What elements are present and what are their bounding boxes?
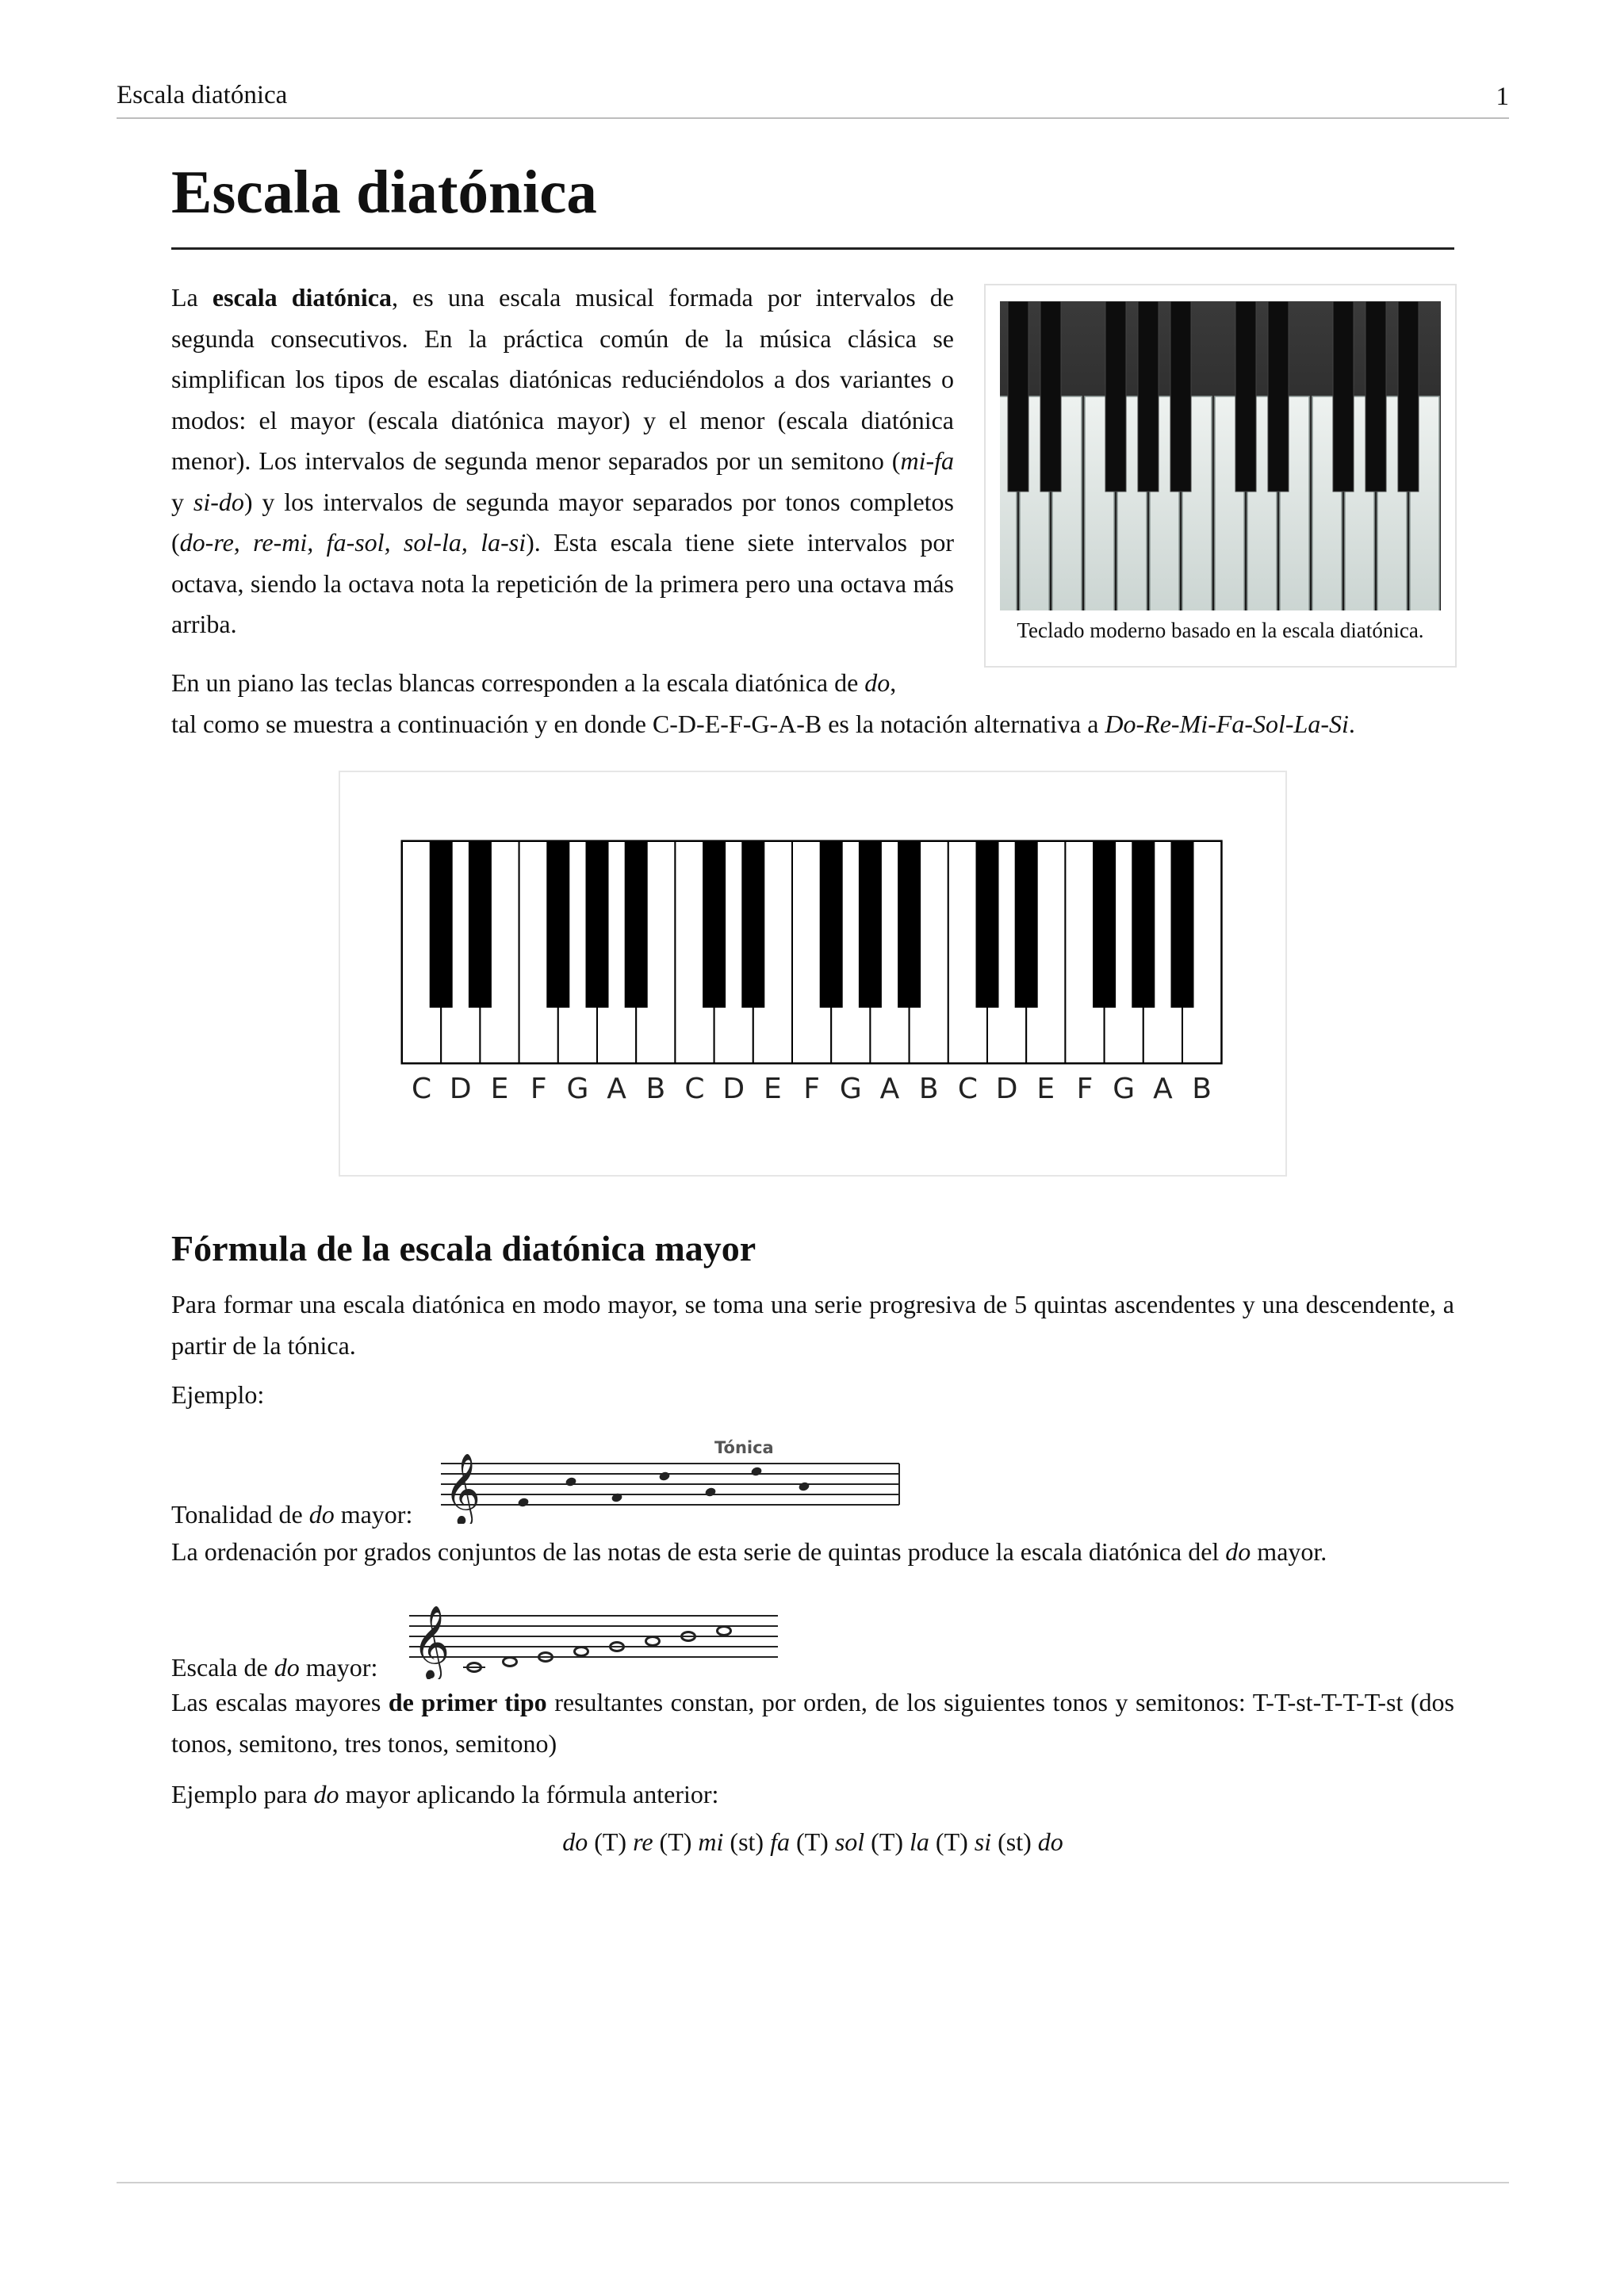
formula-step: (st) xyxy=(723,1827,771,1856)
formula-note: fa xyxy=(770,1827,790,1856)
key-label: C xyxy=(684,1073,705,1105)
black-key xyxy=(625,841,648,1008)
key-label: G xyxy=(839,1073,862,1105)
photo-black-key xyxy=(1268,301,1289,492)
formula-step: (T) xyxy=(929,1827,975,1856)
fifths-staff-svg xyxy=(441,1437,901,1524)
key-label: F xyxy=(1076,1073,1094,1105)
formula-step: (T) xyxy=(653,1827,699,1856)
black-key xyxy=(820,841,843,1008)
key-label: B xyxy=(918,1073,939,1105)
formula-step: (st) xyxy=(991,1827,1038,1856)
key-label: A xyxy=(607,1073,626,1105)
key-label: E xyxy=(490,1073,509,1105)
key-label: D xyxy=(995,1073,1018,1105)
photo-black-key xyxy=(1105,301,1126,492)
footer-divider xyxy=(117,2182,1509,2183)
key-label: A xyxy=(879,1073,900,1105)
key-label: G xyxy=(1113,1073,1136,1105)
formula-paragraph: Para formar una escala diatónica en modo mayor, se toma una serie progresiva de 5 quintas ascendentes y una descendente, a partir de la tónica. xyxy=(171,1290,1454,1360)
tonality-label: Tonalidad de do mayor: xyxy=(171,1500,413,1529)
photo-black-key xyxy=(1138,301,1159,492)
c-major-scale-staff xyxy=(409,1592,782,1683)
key-label: C xyxy=(412,1073,432,1105)
keyboard-paragraph: En un piano las teclas blancas corresponden a la escala diatónica de do, tal como se muestra a continuación y en donde C-D-E-F-G-A-B es la notación alternativa a Do-Re-Mi-Fa-Sol-La-Si. xyxy=(171,668,1355,738)
c-major-scale-svg xyxy=(409,1592,782,1679)
key-label: D xyxy=(722,1073,745,1105)
photo-black-key xyxy=(1040,301,1061,492)
header-title: Escala diatónica xyxy=(117,81,288,109)
black-key xyxy=(859,841,882,1008)
photo-black-key xyxy=(1170,301,1191,492)
black-key xyxy=(703,841,726,1008)
key-label: F xyxy=(803,1073,820,1105)
page-number: 1 xyxy=(1496,82,1509,111)
photo-black-key xyxy=(1398,301,1419,492)
piano-photo-drawing xyxy=(1000,301,1441,610)
formula-note: sol xyxy=(834,1827,865,1856)
key-label: B xyxy=(645,1073,666,1105)
keyboard-diagram xyxy=(339,771,1287,1177)
scale-label: Escala de do mayor: xyxy=(171,1653,378,1682)
piano-photo-figure xyxy=(984,284,1457,668)
black-key xyxy=(1132,841,1155,1008)
treble-clef-icon: 𝄞 xyxy=(444,1453,481,1524)
piano-photo xyxy=(1000,301,1441,610)
key-label: B xyxy=(1192,1073,1212,1105)
formula-note: mi xyxy=(698,1827,724,1856)
fifths-staff xyxy=(441,1437,901,1528)
photo-caption: Teclado moderno basado en la escala diatónica. xyxy=(1017,618,1424,642)
keyboard-diagram-svg xyxy=(340,772,1285,1175)
key-label: E xyxy=(764,1073,782,1105)
black-key xyxy=(1093,841,1116,1008)
formula-step: (T) xyxy=(864,1827,910,1856)
formula-example-label: Ejemplo para do mayor aplicando la fórmula anterior: xyxy=(171,1780,719,1808)
black-key xyxy=(586,841,609,1008)
example-label: Ejemplo: xyxy=(171,1380,265,1409)
section-heading: Fórmula de la escala diatónica mayor xyxy=(171,1228,756,1269)
photo-black-key xyxy=(1235,301,1256,492)
tonic-label: Tónica xyxy=(714,1438,774,1457)
first-type-paragraph: Las escalas mayores de primer tipo resultantes constan, por orden, de los siguientes tonos y semitonos: T-T-st-T-T-T-st (dos tonos, semitono, tres tonos, semitono) xyxy=(171,1688,1455,1758)
formula-note: re xyxy=(633,1827,653,1856)
key-label: F xyxy=(530,1073,547,1105)
interval-formula xyxy=(171,1822,1454,1863)
ordering-paragraph: La ordenación por grados conjuntos de las notas de esta serie de quintas produce la escala diatónica del do mayor. xyxy=(171,1537,1327,1566)
black-key xyxy=(1171,841,1194,1008)
photo-black-key xyxy=(1333,301,1354,492)
formula-note: la xyxy=(910,1827,929,1856)
black-key xyxy=(430,841,453,1008)
page-title: Escala diatónica xyxy=(171,158,597,226)
black-key xyxy=(741,841,764,1008)
title-divider xyxy=(171,247,1454,250)
key-label: C xyxy=(957,1073,978,1105)
photo-black-key xyxy=(1008,301,1028,492)
formula-note: si xyxy=(974,1827,992,1856)
black-key xyxy=(469,841,492,1008)
intro-paragraph: La escala diatónica, es una escala musical formada por intervalos de segunda consecutivos. En la práctica común de la música clásica se simplifican los tipos de escalas diatónicas reduciéndolos a dos variantes o modos: el mayor (escala diatónica mayor) y el menor (escala diatónica menor). Los intervalos de segunda menor separados por un semitono (mi-fa y si-do) y los intervalos de segunda mayor separados por tonos completos (do-re, re-mi, fa-sol, sol-la, la-si). Esta escala tiene siete intervalos por octava, siendo la octava nota la repetición de la primera pero una octava más arriba. xyxy=(171,283,955,638)
black-key xyxy=(1015,841,1038,1008)
formula-step: (T) xyxy=(588,1827,634,1856)
key-label: D xyxy=(449,1073,472,1105)
page-header xyxy=(117,81,1509,119)
key-label: G xyxy=(566,1073,589,1105)
key-label: A xyxy=(1153,1073,1173,1105)
black-key xyxy=(546,841,569,1008)
formula-note: do xyxy=(1037,1827,1063,1856)
formula-step: (T) xyxy=(789,1827,835,1856)
treble-clef-icon: 𝄞 xyxy=(412,1605,450,1678)
photo-black-key xyxy=(1365,301,1386,492)
black-key xyxy=(976,841,999,1008)
formula-note: do xyxy=(562,1827,588,1856)
black-key xyxy=(898,841,921,1008)
key-label: E xyxy=(1036,1073,1055,1105)
